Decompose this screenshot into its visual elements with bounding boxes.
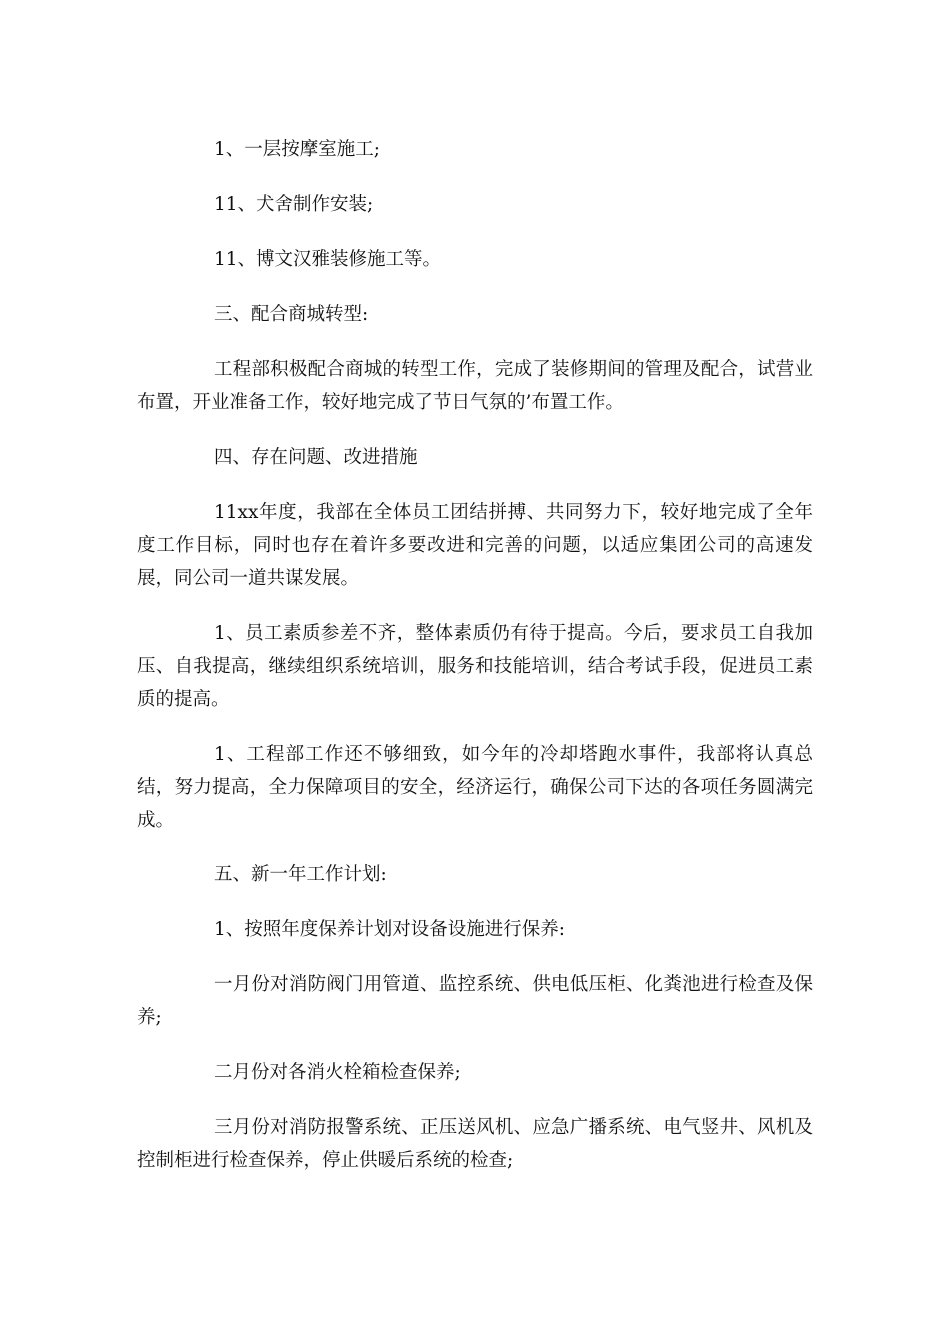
paragraph-item-3: 11、博文汉雅装修施工等。: [214, 249, 442, 270]
section-heading-4: 四、存在问题、改进措施: [214, 447, 418, 468]
paragraph-maintenance-plan: 1、按照年度保养计划对设备设施进行保养:: [214, 919, 566, 940]
paragraph-item-1: 1、一层按摩室施工;: [214, 139, 381, 160]
paragraph-january: 一月份对消防阀门用管道、监控系统、供电低压柜、化粪池进行检查及保养;: [137, 974, 813, 1028]
paragraph-coordination: 工程部积极配合商城的转型工作，完成了装修期间的管理及配合，试营业布置，开业准备工作，较好地完成了节日气氛的’布置工作。: [137, 359, 813, 413]
paragraph-march: 三月份对消防报警系统、正压送风机、应急广播系统、电气竖井、风机及控制柜进行检查保养，停止供暖后系统的检查;: [137, 1117, 813, 1171]
paragraph-staff-quality: 1、员工素质参差不齐，整体素质仍有待于提高。今后，要求员工自我加压、自我提高，继续组织系统培训，服务和技能培训，结合考试手段，促进员工素质的提高。: [137, 623, 813, 710]
paragraph-work-detail: 1、工程部工作还不够细致，如今年的冷却塔跑水事件，我部将认真总结，努力提高，全力保障项目的安全，经济运行，确保公司下达的各项任务圆满完成。: [137, 744, 813, 831]
paragraph-february: 二月份对各消火栓箱检查保养;: [214, 1062, 461, 1083]
paragraph-item-2: 11、犬舍制作安装;: [214, 194, 374, 215]
section-heading-3: 三、配合商城转型:: [214, 304, 369, 325]
section-heading-5: 五、新一年工作计划:: [214, 864, 387, 885]
paragraph-annual-summary: 11xx年度，我部在全体员工团结拼搏、共同努力下，较好地完成了全年度工作目标，同时也存在着许多要改进和完善的问题，以适应集团公司的高速发展，同公司一道共谋发展。: [137, 502, 813, 589]
